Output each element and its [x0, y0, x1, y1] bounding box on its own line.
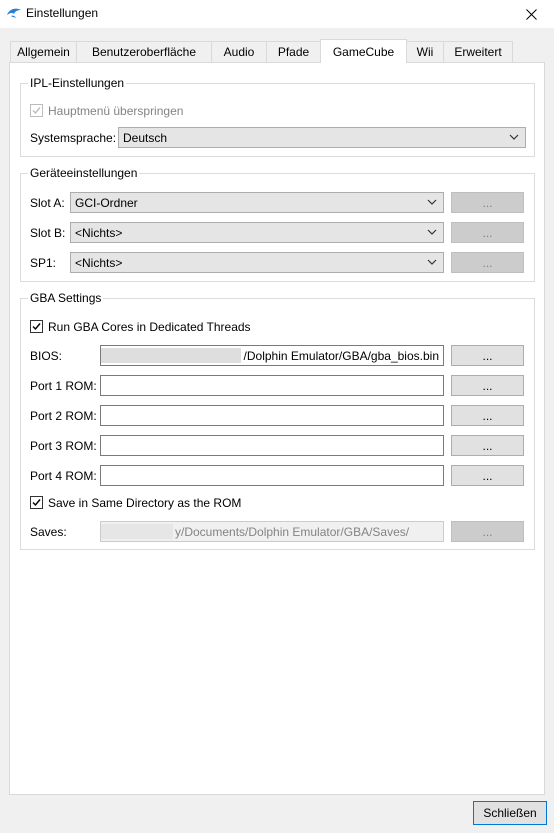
slot-a-value: GCI-Ordner — [75, 196, 138, 210]
saves-label: Saves: — [30, 525, 67, 539]
tab-allgemein[interactable]: Allgemein — [10, 41, 77, 62]
dedicated-threads-label: Run GBA Cores in Dedicated Threads — [48, 320, 251, 334]
saves-path-input[interactable] — [100, 521, 444, 542]
tab-audio[interactable]: Audio — [211, 41, 267, 62]
slot-a-select[interactable] — [70, 192, 444, 213]
port-1-rom-browse-button[interactable]: ... — [451, 375, 524, 396]
tab-gamecube[interactable]: GameCube — [320, 39, 407, 63]
redacted-path-region — [101, 348, 241, 363]
port-4-rom-browse-button[interactable]: ... — [451, 465, 524, 486]
port-1-rom-label: Port 1 ROM: — [30, 379, 97, 393]
ipl-settings-group — [20, 76, 535, 157]
bios-browse-button[interactable]: ... — [451, 345, 524, 366]
tab-pfade[interactable]: Pfade — [266, 41, 321, 62]
chevron-down-icon — [427, 229, 437, 236]
bios-path-input[interactable] — [100, 345, 444, 366]
window-title: Einstellungen — [26, 6, 99, 20]
slot-b-select[interactable] — [70, 222, 444, 243]
port-2-rom-browse-button[interactable]: ... — [451, 405, 524, 426]
bios-path-value: /Dolphin Emulator/GBA/gba_bios.bin — [243, 349, 439, 363]
tab-erweitert[interactable]: Erweitert — [443, 41, 513, 62]
sp1-label: SP1: — [30, 256, 57, 270]
system-language-value: Deutsch — [123, 131, 168, 145]
dolphin-icon — [6, 7, 22, 19]
title-bar — [0, 0, 554, 28]
sp1-select[interactable] — [70, 252, 444, 273]
check-icon — [32, 106, 41, 115]
port-4-rom-label: Port 4 ROM: — [30, 469, 97, 483]
saves-browse-button[interactable]: ... — [451, 521, 524, 542]
window-close-button[interactable] — [508, 0, 554, 28]
slot-b-config-button[interactable]: ... — [451, 222, 524, 243]
check-icon — [32, 322, 41, 331]
chevron-down-icon — [427, 199, 437, 206]
same-directory-label: Save in Same Directory as the ROM — [48, 496, 242, 510]
device-group-title: Geräteeinstellungen — [30, 166, 138, 180]
port-2-rom-label: Port 2 ROM: — [30, 409, 97, 423]
close-icon — [526, 9, 537, 20]
skip-menu-label: Hauptmenü überspringen — [48, 104, 184, 118]
same-directory-checkbox[interactable] — [30, 496, 43, 509]
gba-settings-group — [20, 291, 535, 550]
slot-a-label: Slot A: — [30, 196, 65, 210]
check-icon — [32, 498, 41, 507]
close-button[interactable]: Schließen — [473, 801, 547, 825]
chevron-down-icon — [509, 134, 519, 141]
gba-group-title: GBA Settings — [30, 291, 102, 305]
system-language-select[interactable] — [118, 127, 526, 148]
port-4-rom-input[interactable] — [100, 465, 444, 486]
gamecube-panel — [9, 62, 545, 795]
chevron-down-icon — [427, 259, 437, 266]
sp1-value: <Nichts> — [75, 256, 123, 270]
redacted-path-region — [101, 524, 173, 539]
slot-b-value: <Nichts> — [75, 226, 123, 240]
tab-benutzeroberflaeche[interactable]: Benutzeroberfläche — [76, 41, 212, 62]
skip-menu-checkbox[interactable] — [30, 104, 43, 117]
ipl-group-title: IPL-Einstellungen — [30, 76, 125, 90]
port-2-rom-input[interactable] — [100, 405, 444, 426]
port-3-rom-browse-button[interactable]: ... — [451, 435, 524, 456]
slot-a-config-button[interactable]: ... — [451, 192, 524, 213]
slot-b-label: Slot B: — [30, 226, 66, 240]
tab-wii[interactable]: Wii — [406, 41, 444, 62]
device-settings-group — [20, 166, 535, 282]
port-3-rom-input[interactable] — [100, 435, 444, 456]
system-language-label: Systemsprache: — [30, 131, 117, 145]
sp1-config-button[interactable]: ... — [451, 252, 524, 273]
saves-path-value: y/Documents/Dolphin Emulator/GBA/Saves/ — [175, 525, 410, 539]
port-3-rom-label: Port 3 ROM: — [30, 439, 97, 453]
dedicated-threads-checkbox[interactable] — [30, 320, 43, 333]
bios-label: BIOS: — [30, 349, 63, 363]
port-1-rom-input[interactable] — [100, 375, 444, 396]
